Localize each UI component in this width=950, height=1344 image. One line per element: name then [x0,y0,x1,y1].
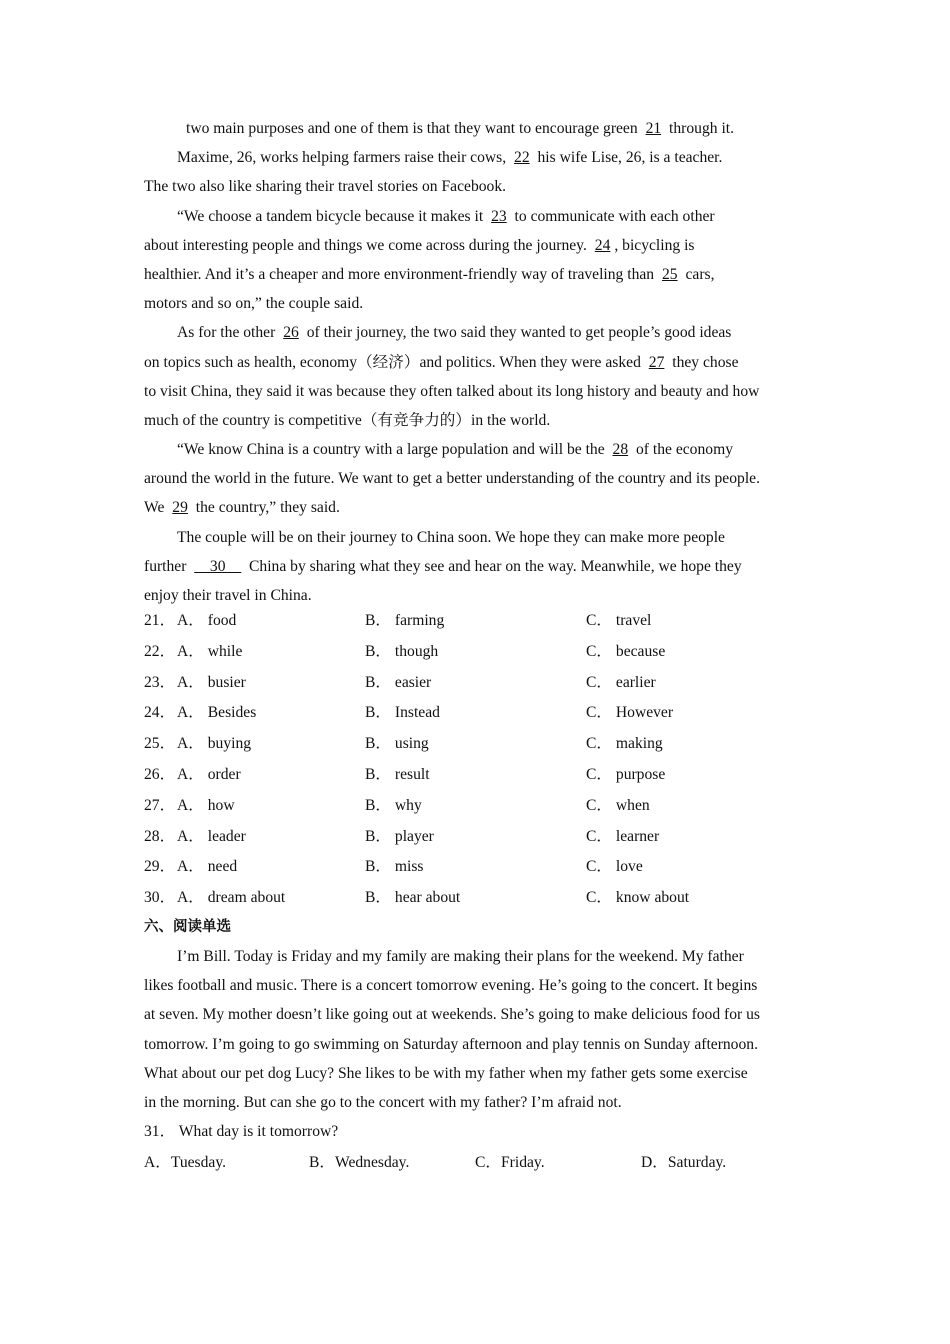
question-number: 23． [144,673,176,691]
text-segment: I’m Bill. Today is Friday and my family are making their plans for the weekend. My father [177,948,744,965]
text-segment: around the world in the future. We want to get a better understanding of the country and its people. [144,470,760,488]
text-line [144,172,814,201]
blank-number: __30__ [194,557,242,575]
option-c[interactable]: C．Friday. [475,1154,545,1171]
option-a[interactable]: A． food [177,612,237,629]
text-line [144,260,814,289]
cloze-options [144,606,844,914]
text-segment: As for the other [177,324,280,342]
option-a[interactable]: A． dream about [177,889,286,907]
text-segment: of their journey, the two said they wanted to get people’s good ideas [302,324,732,342]
text-segment: enjoy their travel in China. [144,587,312,604]
text-line [144,348,814,377]
text-segment: We [144,499,169,517]
text-line [144,289,814,318]
blank-number: 21 [645,120,662,137]
question-31: 31． What day is it tomorrow? [144,1123,339,1140]
question-row [144,698,844,729]
option-b[interactable]: B． easier [365,673,432,691]
text-segment: through it. [665,120,735,137]
blank-number: 24 [594,236,611,254]
text-segment: the country,” they said. [191,499,340,517]
option-c[interactable]: C． love [586,858,643,876]
text-line [144,114,814,143]
text-line [144,552,814,581]
option-c[interactable]: C． learner [586,827,660,845]
text-line [144,464,814,493]
text-line [144,1000,814,1029]
text-segment: of the economy [632,441,734,459]
question-row [144,606,844,637]
option-b[interactable]: B． Instead [365,704,440,722]
text-segment: at seven. My mother doesn’t like going out at weekends. She’s going to make delicious food for us [144,1006,760,1024]
reading-passage [144,942,814,1117]
question-number: 29． [144,858,176,876]
text-segment: in the morning. But can she go to the concert with my father? I’m afraid not. [144,1093,622,1111]
text-segment: cars, [681,265,715,283]
question-row [144,852,844,883]
text-segment: to visit China, they said it was because they often talked about its long history and beauty and how [144,382,760,400]
text-segment: much of the country is competitive（有竞争力的）in the world. [144,411,551,429]
option-c[interactable]: C． making [586,735,663,753]
text-line [144,1088,814,1117]
text-line [144,1030,814,1059]
text-line [144,1059,814,1088]
option-b[interactable]: B． why [365,796,422,814]
option-d[interactable]: D．Saturday. [641,1154,727,1171]
text-segment: The two also like sharing their travel stories on Facebook. [144,178,507,196]
blank-number: 22 [514,149,530,167]
text-segment: they chose [668,353,739,371]
question-number: 21． [144,612,176,629]
option-c[interactable]: C． travel [586,612,652,629]
text-segment: China by sharing what they see and hear on the way. Meanwhile, we hope they [245,557,742,575]
option-c[interactable]: C． when [586,796,650,814]
option-a[interactable]: A． while [177,642,243,660]
question-row [144,668,844,699]
text-segment: “We choose a tandem bicycle because it makes it [177,207,488,225]
question-number: 22． [144,642,176,660]
option-a[interactable]: A． leader [177,827,246,845]
option-a[interactable]: A． buying [177,735,252,753]
option-a[interactable]: A． Besides [177,704,257,722]
question-number: 28． [144,827,176,845]
option-b[interactable]: B． miss [365,858,424,876]
option-b[interactable]: B． farming [365,612,445,629]
question-row [144,883,844,914]
option-a[interactable]: A． how [177,796,235,814]
option-b[interactable]: B． player [365,827,434,845]
option-c[interactable]: C． purpose [586,765,666,783]
text-segment: motors and so on,” the couple said. [144,295,364,313]
question-row [144,637,844,668]
text-segment: The couple will be on their journey to China soon. We hope they can make more people [177,528,725,546]
option-b[interactable]: B． hear about [365,889,461,907]
question-number: 27． [144,796,176,814]
text-line [144,493,814,522]
question-number: 30． [144,889,176,907]
question-row [144,760,844,791]
text-segment: What about our pet dog Lucy? She likes to be with my father when my father gets some exercise [144,1064,748,1082]
text-line [144,406,814,435]
option-b[interactable]: B．Wednesday. [309,1154,410,1171]
blank-number: 26 [283,324,299,342]
option-a[interactable]: A． busier [177,673,246,691]
question-row [144,791,844,822]
question-number: 25． [144,735,176,753]
question-number: 26． [144,765,176,783]
text-segment: Maxime, 26, works helping farmers raise their cows, [177,149,511,167]
question-row [144,822,844,853]
question-number: 24． [144,704,176,722]
option-c[interactable]: C． earlier [586,673,656,691]
option-c[interactable]: C． know about [586,889,690,907]
text-line [144,231,814,260]
text-segment: likes football and music. There is a concert tomorrow evening. He’s going to the concert. It begins [144,977,758,995]
text-line [144,377,814,406]
text-segment: about interesting people and things we come across during the journey. [144,236,591,254]
option-b[interactable]: B． though [365,642,439,660]
text-segment: further [144,557,191,575]
blank-number: 27 [648,353,665,371]
option-b[interactable]: B． result [365,765,430,783]
blank-number: 25 [661,265,678,283]
option-a[interactable]: A． order [177,765,241,783]
cloze-passage [144,114,814,610]
text-segment: healthier. And it’s a cheaper and more environment-friendly way of traveling than [144,265,658,283]
text-segment: “We know China is a country with a large population and will be the [177,441,609,459]
text-line [144,942,814,971]
option-a[interactable]: A． need [177,858,238,876]
question-31-options [144,1148,844,1178]
question-row [144,729,844,760]
text-line [144,523,814,552]
text-segment: two main purposes and one of them is that they want to encourage green [186,120,642,137]
option-c[interactable]: C． because [586,642,666,660]
section-heading: 六、阅读单选 [144,919,231,935]
blank-number: 23 [491,207,507,225]
option-b[interactable]: B． using [365,735,429,753]
text-line [144,143,814,172]
text-segment: his wife Lise, 26, is a teacher. [533,149,723,167]
text-segment: on topics such as health, economy（经济）and politics. When they were asked [144,353,645,371]
text-line [144,318,814,347]
text-line [144,202,814,231]
text-segment: tomorrow. I’m going to go swimming on Saturday afternoon and play tennis on Sunday afternoon. [144,1035,758,1053]
text-segment: , bicycling is [614,236,695,254]
blank-number: 29 [172,499,188,517]
blank-number: 28 [612,441,629,459]
text-line [144,435,814,464]
option-c[interactable]: C． However [586,704,674,722]
text-line [144,971,814,1000]
text-segment: to communicate with each other [510,207,715,225]
option-a[interactable]: A．Tuesday. [144,1154,227,1171]
